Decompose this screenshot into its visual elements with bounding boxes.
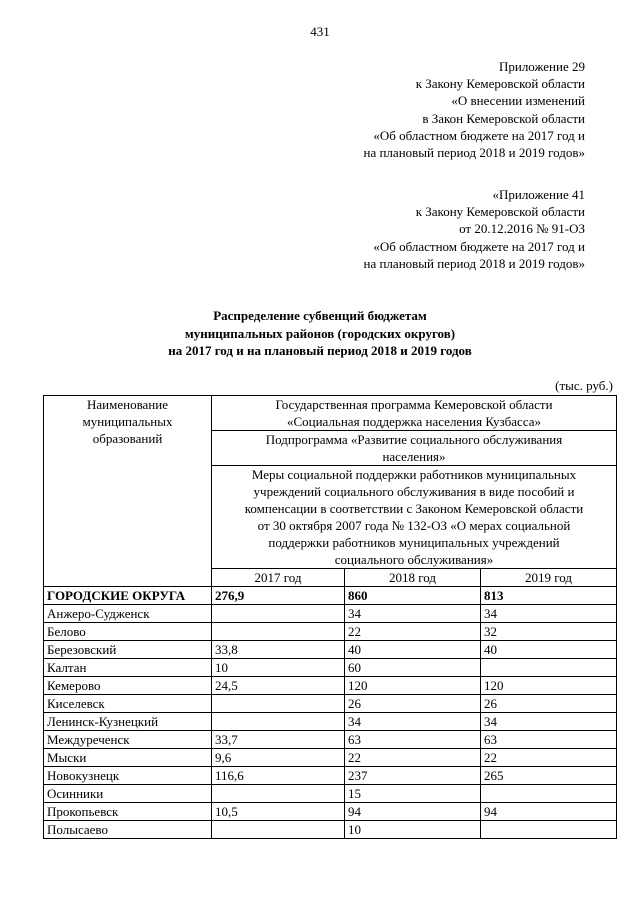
cell-name: Белово xyxy=(44,623,212,641)
annex-line: в Закон Кемеровской области xyxy=(422,110,585,126)
table-row xyxy=(44,749,617,767)
header-line: учреждений социального обслуживания в виде пособий и xyxy=(253,484,575,499)
cell-2017: 33,7 xyxy=(212,731,345,749)
cell-2018: 15 xyxy=(345,785,481,803)
cell-2018: 120 xyxy=(345,677,481,695)
cell-2017: 10 xyxy=(212,659,345,677)
table-row xyxy=(44,695,617,713)
total-2017: 276,9 xyxy=(212,587,345,605)
header-line: «Социальная поддержка населения Кузбасса» xyxy=(286,414,542,429)
title-line: Распределение субвенций бюджетам xyxy=(213,308,427,323)
cell-name: Калтан xyxy=(44,659,212,677)
cell-2018: 237 xyxy=(345,767,481,785)
cell-2019: 32 xyxy=(481,623,617,641)
cell-name: Осинники xyxy=(44,785,212,803)
annex-line: Приложение 29 xyxy=(498,59,585,74)
cell-name: Ленинск-Кузнецкий xyxy=(44,713,212,731)
subprogram-header xyxy=(212,431,617,466)
annex-line: «О внесении изменений xyxy=(451,93,585,109)
cell-name: Мыски xyxy=(44,749,212,767)
cell-2019 xyxy=(481,785,617,803)
cell-2017: 9,6 xyxy=(212,749,345,767)
annex-line: «Об областном бюджете на 2017 год и xyxy=(373,238,585,254)
header-line: Меры социальной поддержки работников муниципальных xyxy=(251,467,577,482)
table-row xyxy=(44,605,617,623)
column-header-name xyxy=(44,396,212,587)
annex-line: «Приложение 41 xyxy=(492,187,585,202)
total-row xyxy=(44,587,617,605)
total-name: ГОРОДСКИЕ ОКРУГА xyxy=(44,587,212,605)
column-header-2017: 2017 год xyxy=(212,569,345,587)
annex-line: к Закону Кемеровской области xyxy=(415,204,585,220)
page-number: 431 xyxy=(310,24,330,39)
cell-2019: 63 xyxy=(481,731,617,749)
cell-2017 xyxy=(212,785,345,803)
cell-name: Анжеро-Судженск xyxy=(44,605,212,623)
header-line: поддержки работников муниципальных учреждений xyxy=(268,535,560,550)
cell-2018: 22 xyxy=(345,749,481,767)
units-label: (тыс. руб.) xyxy=(555,378,613,393)
cell-2018: 26 xyxy=(345,695,481,713)
header-line: населения» xyxy=(382,449,446,464)
table-header-program-row xyxy=(44,396,617,431)
table-row xyxy=(44,731,617,749)
column-header-2018: 2018 год xyxy=(345,569,481,587)
cell-2017 xyxy=(212,713,345,731)
cell-2018: 22 xyxy=(345,623,481,641)
table-row xyxy=(44,821,617,839)
cell-2018: 34 xyxy=(345,713,481,731)
header-line: социального обслуживания» xyxy=(334,552,494,567)
cell-2017: 116,6 xyxy=(212,767,345,785)
header-line: образований xyxy=(92,431,163,446)
title-line: на 2017 год и на плановый период 2018 и 2019 годов xyxy=(168,343,472,358)
annex-line: от 20.12.2016 № 91-ОЗ xyxy=(459,221,585,237)
cell-2019: 94 xyxy=(481,803,617,821)
cell-2019: 40 xyxy=(481,641,617,659)
cell-name: Березовский xyxy=(44,641,212,659)
cell-2018: 40 xyxy=(345,641,481,659)
cell-2019 xyxy=(481,821,617,839)
table-row xyxy=(44,659,617,677)
subvention-table xyxy=(43,395,617,839)
table-row xyxy=(44,677,617,695)
cell-2019: 34 xyxy=(481,605,617,623)
table-row xyxy=(44,713,617,731)
header-line: Государственная программа Кемеровской области xyxy=(275,397,553,412)
program-header xyxy=(212,396,617,431)
cell-name: Полысаево xyxy=(44,821,212,839)
table-row xyxy=(44,641,617,659)
cell-2019: 34 xyxy=(481,713,617,731)
cell-name: Кемерово xyxy=(44,677,212,695)
cell-2017 xyxy=(212,623,345,641)
cell-name: Киселевск xyxy=(44,695,212,713)
annex-line: на плановый период 2018 и 2019 годов» xyxy=(363,145,585,161)
total-2018: 860 xyxy=(345,587,481,605)
annex-line: на плановый период 2018 и 2019 годов» xyxy=(363,255,585,271)
cell-2019: 26 xyxy=(481,695,617,713)
table-row xyxy=(44,803,617,821)
cell-2018: 63 xyxy=(345,731,481,749)
cell-2017 xyxy=(212,821,345,839)
cell-2017: 24,5 xyxy=(212,677,345,695)
table-row xyxy=(44,767,617,785)
measure-header xyxy=(212,466,617,569)
title-line: муниципальных районов (городских округов) xyxy=(184,325,456,341)
annex-29-header xyxy=(364,58,586,161)
cell-2019: 265 xyxy=(481,767,617,785)
cell-2017: 10,5 xyxy=(212,803,345,821)
cell-2018: 94 xyxy=(345,803,481,821)
cell-2018: 60 xyxy=(345,659,481,677)
cell-name: Новокузнецк xyxy=(44,767,212,785)
header-line: муниципальных xyxy=(82,414,173,429)
annex-line: «Об областном бюджете на 2017 год и xyxy=(373,127,585,143)
cell-2019: 120 xyxy=(481,677,617,695)
cell-2017 xyxy=(212,695,345,713)
cell-name: Междуреченск xyxy=(44,731,212,749)
annex-41-header xyxy=(364,186,586,272)
cell-2019: 22 xyxy=(481,749,617,767)
header-line: Наименование xyxy=(87,397,168,412)
cell-2019 xyxy=(481,659,617,677)
cell-2017: 33,8 xyxy=(212,641,345,659)
document-title xyxy=(0,307,640,360)
header-line: Подпрограмма «Развитие социального обслуживания xyxy=(265,432,563,447)
total-2019: 813 xyxy=(481,587,617,605)
cell-name: Прокопьевск xyxy=(44,803,212,821)
header-line: от 30 октября 2007 года № 132-ОЗ «О мерах социальной xyxy=(257,518,571,533)
header-line: компенсации в соответствии с Законом Кемеровской области xyxy=(244,501,584,516)
table-row xyxy=(44,623,617,641)
cell-2018: 34 xyxy=(345,605,481,623)
annex-line: к Закону Кемеровской области xyxy=(415,76,585,92)
table-row xyxy=(44,785,617,803)
cell-2017 xyxy=(212,605,345,623)
column-header-2019: 2019 год xyxy=(481,569,617,587)
cell-2018: 10 xyxy=(345,821,481,839)
